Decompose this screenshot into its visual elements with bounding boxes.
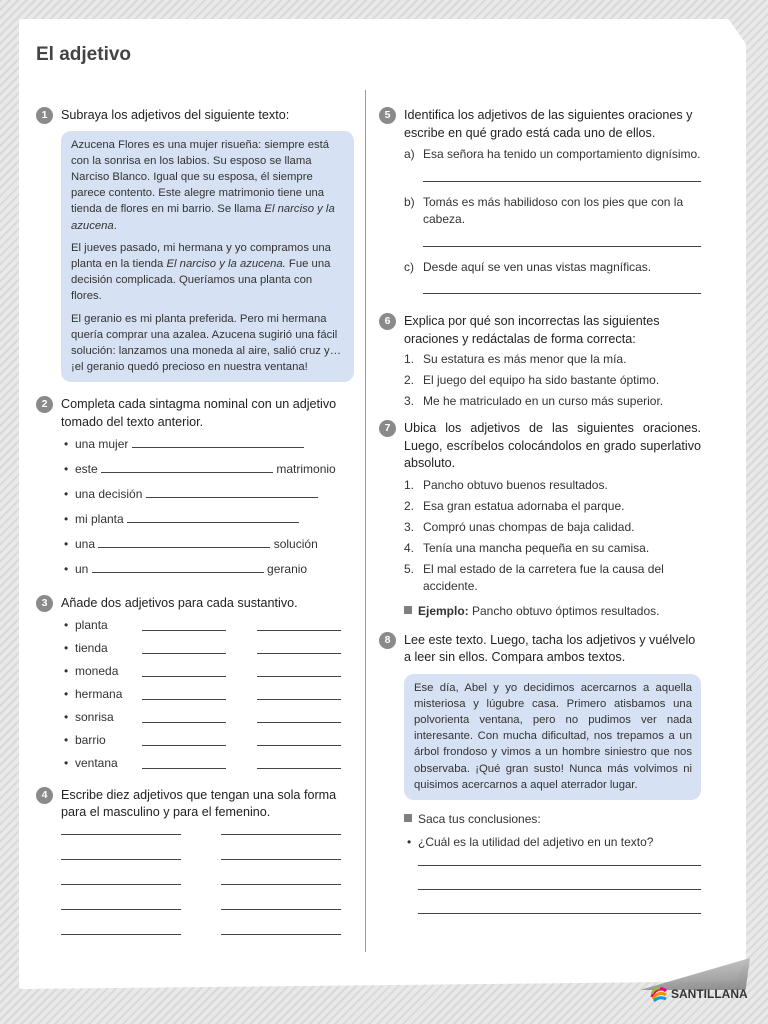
noun-row — [61, 641, 354, 664]
noun-row — [61, 733, 354, 756]
column-divider — [365, 90, 366, 952]
phrase-list — [61, 437, 354, 587]
question-5 — [379, 107, 701, 142]
list-item: • una decisión — [61, 487, 354, 512]
answer-blank[interactable] — [142, 722, 226, 723]
question-number: 6 — [379, 313, 396, 330]
noun-row — [61, 664, 354, 687]
sentence-list — [404, 477, 701, 618]
list-item: • ¿Cuál es la utilidad del adjetivo en un texto? — [404, 835, 701, 849]
answer-blank[interactable] — [142, 630, 226, 631]
noun-row — [61, 687, 354, 710]
list-item: • una solución — [61, 537, 354, 562]
list-item: b) Tomás es más habilidoso con los pies que con la cabeza. — [404, 194, 684, 226]
list-item: 4. Tenía una mancha pequeña en su camisa. — [404, 540, 650, 555]
question-8 — [379, 632, 701, 667]
list-item: a) Esa señora ha tenido un comportamiento dignísimo. — [404, 147, 701, 161]
answer-blank[interactable] — [257, 630, 341, 631]
list-item: 5. El mal estado de la carretera fue la causa del accidente. — [404, 561, 664, 593]
list-item: 3. Me he matriculado en un curso más superior. — [404, 394, 664, 408]
question-4 — [36, 787, 354, 822]
noun-label: moneda — [75, 663, 119, 678]
answer-line[interactable] — [423, 246, 701, 247]
noun-label: hermana — [75, 686, 123, 701]
answer-blank[interactable] — [101, 472, 273, 473]
list-item: • una mujer — [61, 437, 354, 462]
question-prompt: Ubica los adjetivos de las siguientes oraciones. Luego, escríbelos colocándolos en grado superlativo absoluto. — [404, 421, 701, 470]
noun-label: barrio — [75, 732, 106, 747]
noun-label: planta — [75, 617, 108, 632]
list-item: • un geranio — [61, 562, 354, 587]
conclusions-label: Saca tus conclusiones: — [404, 812, 701, 826]
paragraph: El geranio es mi planta preferida. Pero mi hermana quería comprar una azalea. Azucena sugirió una fácil solución: lanzamos una moneda al aire, salió cruz y… ¡el geranio quedó precioso en nuestra ventana! — [71, 312, 342, 374]
answer-lines — [418, 865, 701, 914]
answer-blank[interactable] — [61, 934, 181, 935]
question-prompt: Subraya los adjetivos del siguiente texto: — [61, 108, 290, 122]
answer-blank[interactable] — [142, 745, 226, 746]
answer-blank[interactable] — [127, 522, 299, 523]
publisher-logo: SANTILLANA — [650, 985, 748, 1003]
square-bullet-icon — [404, 814, 412, 822]
noun-row — [61, 618, 354, 641]
question-prompt: Añade dos adjetivos para cada sustantivo. — [61, 596, 298, 611]
answer-line[interactable] — [423, 293, 701, 294]
question-prompt: Explica por qué son incorrectas las siguientes oraciones y redáctalas de forma correcta: — [404, 314, 660, 346]
list-item: • mi planta — [61, 512, 354, 537]
question-6 — [379, 313, 701, 348]
question-prompt: Completa cada sintagma nominal con un adjetivo tomado del texto anterior. — [61, 397, 337, 429]
right-column — [379, 90, 701, 914]
answer-blank[interactable] — [61, 909, 181, 910]
question-3 — [36, 595, 354, 613]
answer-blank[interactable] — [142, 768, 226, 769]
question-number: 3 — [36, 595, 53, 612]
list-item: 2. El juego del equipo ha sido bastante óptimo. — [404, 373, 660, 387]
question-7 — [379, 420, 701, 473]
noun-label: ventana — [75, 755, 118, 770]
answer-blank[interactable] — [221, 934, 341, 935]
question-number: 8 — [379, 632, 396, 649]
answer-blank[interactable] — [257, 699, 341, 700]
sentence-list — [404, 351, 701, 414]
paragraph: Ese día, Abel y yo decidimos acercarnos a aquella misteriosa y lúgubre casa. Primero atisbamos una polvorienta ventana, pero no pudimos ver nada interesante. Con mucha dificultad, nos trepamos a un árbol frondoso y vimos a un hombre siniestro que nos observaba. ¡Qué gran susto! Nunca más volvimos ni quisimos acercarnos a aquel aterrador lugar. — [414, 681, 692, 791]
reading-text-box — [404, 674, 701, 800]
answer-line[interactable] — [418, 913, 701, 914]
question-number: 7 — [379, 420, 396, 437]
answer-blank[interactable] — [132, 447, 304, 448]
answer-blank[interactable] — [92, 572, 264, 573]
santillana-logo-icon — [650, 985, 668, 1003]
paragraph: Azucena Flores es una mujer risueña: siempre está con la sonrisa en los labios. Su esposo se llama Narciso Blanco. Igual que su esposa, él siempre parece contento. Este alegre matrimonio tiene una tienda de flores en mi barrio. Se llama El narciso y la azucena. — [71, 138, 335, 232]
noun-label: sonrisa — [75, 709, 114, 724]
answer-line[interactable] — [423, 181, 701, 182]
answer-blank[interactable] — [221, 834, 341, 835]
answer-blank[interactable] — [257, 676, 341, 677]
list-item: • este matrimonio — [61, 462, 354, 487]
answer-line[interactable] — [418, 865, 701, 866]
answer-blank[interactable] — [221, 884, 341, 885]
list-item: 2. Esa gran estatua adornaba el parque. — [404, 498, 625, 513]
answer-blank[interactable] — [61, 859, 181, 860]
answer-blank[interactable] — [142, 676, 226, 677]
question-2 — [36, 396, 354, 431]
list-item: c) Desde aquí se ven unas vistas magníficas. — [404, 259, 652, 274]
paragraph: El jueves pasado, mi hermana y yo compramos una planta en la tienda El narciso y la azucena. Fue una decisión complicada. Queríamos una planta con flores. — [71, 241, 331, 303]
list-item: 1. Pancho obtuvo buenos resultados. — [404, 477, 608, 492]
answer-blank[interactable] — [221, 909, 341, 910]
noun-list — [61, 618, 354, 779]
answer-blank[interactable] — [61, 834, 181, 835]
list-item: 1. Su estatura es más menor que la mía. — [404, 352, 627, 366]
noun-label: tienda — [75, 640, 108, 655]
question-1 — [36, 107, 354, 125]
answer-blank[interactable] — [142, 699, 226, 700]
question-number: 4 — [36, 787, 53, 804]
question-prompt: Escribe diez adjetivos que tengan una sola forma para el masculino y para el femenino. — [61, 787, 337, 820]
answer-blank[interactable] — [61, 884, 181, 885]
left-column — [36, 90, 354, 935]
answer-blank[interactable] — [257, 653, 341, 654]
question-prompt: Lee este texto. Luego, tacha los adjetivos y vuélvelo a leer sin ellos. Compara ambos textos. — [404, 632, 696, 664]
example-line: Ejemplo: Pancho obtuvo óptimos resultados. — [404, 604, 701, 618]
answer-blank[interactable] — [257, 722, 341, 723]
answer-blank[interactable] — [257, 745, 341, 746]
answer-line[interactable] — [418, 889, 701, 890]
question-prompt: Identifica los adjetivos de las siguientes oraciones y escribe en qué grado está cada uno de ellos. — [404, 108, 693, 140]
answer-grid — [61, 834, 354, 935]
square-bullet-icon — [404, 606, 412, 614]
page-title: El adjetivo — [36, 44, 132, 65]
noun-row — [61, 710, 354, 733]
answer-blank[interactable] — [98, 547, 270, 548]
reading-text-box — [61, 131, 354, 383]
answer-blank[interactable] — [142, 653, 226, 654]
sentence-list — [404, 146, 701, 294]
question-number: 5 — [379, 107, 396, 124]
question-number: 2 — [36, 396, 53, 413]
noun-row — [61, 756, 354, 779]
answer-blank[interactable] — [146, 497, 318, 498]
list-item: 3. Compró unas chompas de baja calidad. — [404, 519, 635, 534]
answer-blank[interactable] — [221, 859, 341, 860]
question-number: 1 — [36, 107, 53, 124]
answer-blank[interactable] — [257, 768, 341, 769]
